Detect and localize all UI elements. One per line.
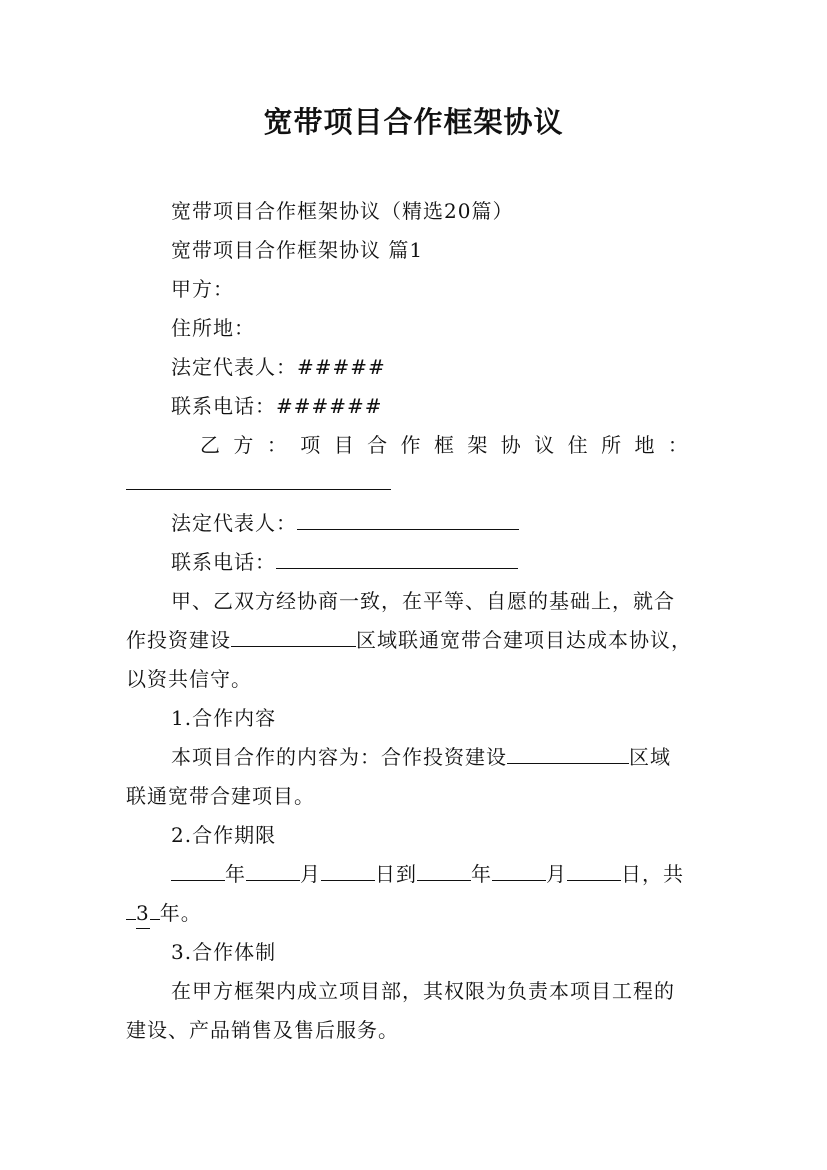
party-a-rep-value: ##### xyxy=(297,355,386,379)
party-b-char: 框 xyxy=(433,433,454,457)
party-a-phone-value: ###### xyxy=(276,394,383,418)
duration-pad-right xyxy=(150,898,160,920)
party-b-char: ： xyxy=(266,433,287,457)
party-b-rep-label: 法定代表人： xyxy=(171,511,297,535)
party-b-char: 地 xyxy=(634,433,655,457)
party-b-phone xyxy=(171,547,518,577)
section-3-heading: 3.合作体制 xyxy=(171,940,277,964)
party-a-rep xyxy=(171,352,386,382)
party-b-char: 架 xyxy=(467,433,488,457)
party-b-phone-label: 联系电话： xyxy=(171,550,276,574)
party-b-char: 合 xyxy=(367,433,388,457)
party-b-char: 目 xyxy=(333,433,354,457)
section-1-region-blank xyxy=(507,742,629,764)
section-3-line-1: 在甲方框架内成立项目部，其权限为负责本项目工程的 xyxy=(171,979,675,1003)
party-b-char: 所 xyxy=(601,433,622,457)
section-1-line-2: 联通宽带合建项目。 xyxy=(126,784,315,808)
party-b-phone-blank xyxy=(276,547,518,569)
party-b-char: 项 xyxy=(300,433,321,457)
duration-unit: 年。 xyxy=(159,901,202,925)
section-3-line-2: 建设、产品销售及售后服务。 xyxy=(126,1018,399,1042)
party-b-char: 协 xyxy=(500,433,521,457)
month-label: 月 xyxy=(300,862,321,886)
party-b-address-blank-line xyxy=(126,468,391,498)
party-a-phone-label: 联系电话： xyxy=(171,394,276,418)
party-b-char: 住 xyxy=(567,433,588,457)
end-day-blank xyxy=(567,859,621,881)
document-subtitle: 宽带项目合作框架协议（精选20篇） xyxy=(171,199,514,223)
party-b-char: ： xyxy=(667,433,688,457)
party-b-char: 议 xyxy=(534,433,555,457)
start-month-blank xyxy=(246,859,300,881)
day-end-label: 日，共 xyxy=(621,862,684,886)
section-2-heading: 2.合作期限 xyxy=(171,823,277,847)
party-a-phone xyxy=(171,391,383,421)
duration-pad-left xyxy=(126,898,136,920)
section-2-period-line xyxy=(171,859,684,889)
intro-line-2-end: 区域联通宽带合建项目达成本协议， xyxy=(356,628,692,652)
party-b-address-line xyxy=(200,430,688,460)
start-year-blank xyxy=(171,859,225,881)
party-b-address-blank xyxy=(126,468,391,490)
party-b-rep-blank xyxy=(297,508,519,530)
party-b-char: 方 xyxy=(233,433,254,457)
party-b-char: 作 xyxy=(400,433,421,457)
start-day-blank xyxy=(321,859,375,881)
intro-region-blank xyxy=(231,625,356,647)
end-year-blank xyxy=(417,859,471,881)
document-title: 宽带项目合作框架协议 xyxy=(263,105,564,139)
month-label: 月 xyxy=(546,862,567,886)
end-month-blank xyxy=(492,859,546,881)
party-a-label: 甲方： xyxy=(171,277,234,301)
section-1-line-1 xyxy=(171,742,671,772)
year-label: 年 xyxy=(225,862,246,886)
intro-line-1: 甲、乙双方经协商一致，在平等、自愿的基础上，就合 xyxy=(171,589,675,613)
section-1-heading: 1.合作内容 xyxy=(171,706,277,730)
party-b-rep xyxy=(171,508,519,538)
duration-value: 3 xyxy=(136,898,150,929)
section-1-line-1-start: 本项目合作的内容为：合作投资建设 xyxy=(171,745,507,769)
party-b-char: 乙 xyxy=(200,433,220,457)
section-heading: 宽带项目合作框架协议 篇1 xyxy=(171,238,424,262)
year-label: 年 xyxy=(471,862,492,886)
section-1-line-1-end: 区域 xyxy=(629,745,671,769)
day-to-label: 日到 xyxy=(375,862,417,886)
intro-line-2-start: 作投资建设 xyxy=(126,628,231,652)
party-a-address-label: 住所地： xyxy=(171,316,255,340)
intro-line-3: 以资共信守。 xyxy=(126,667,252,691)
intro-line-2 xyxy=(126,625,692,655)
party-a-rep-label: 法定代表人： xyxy=(171,355,297,379)
section-2-duration-line xyxy=(126,898,202,929)
